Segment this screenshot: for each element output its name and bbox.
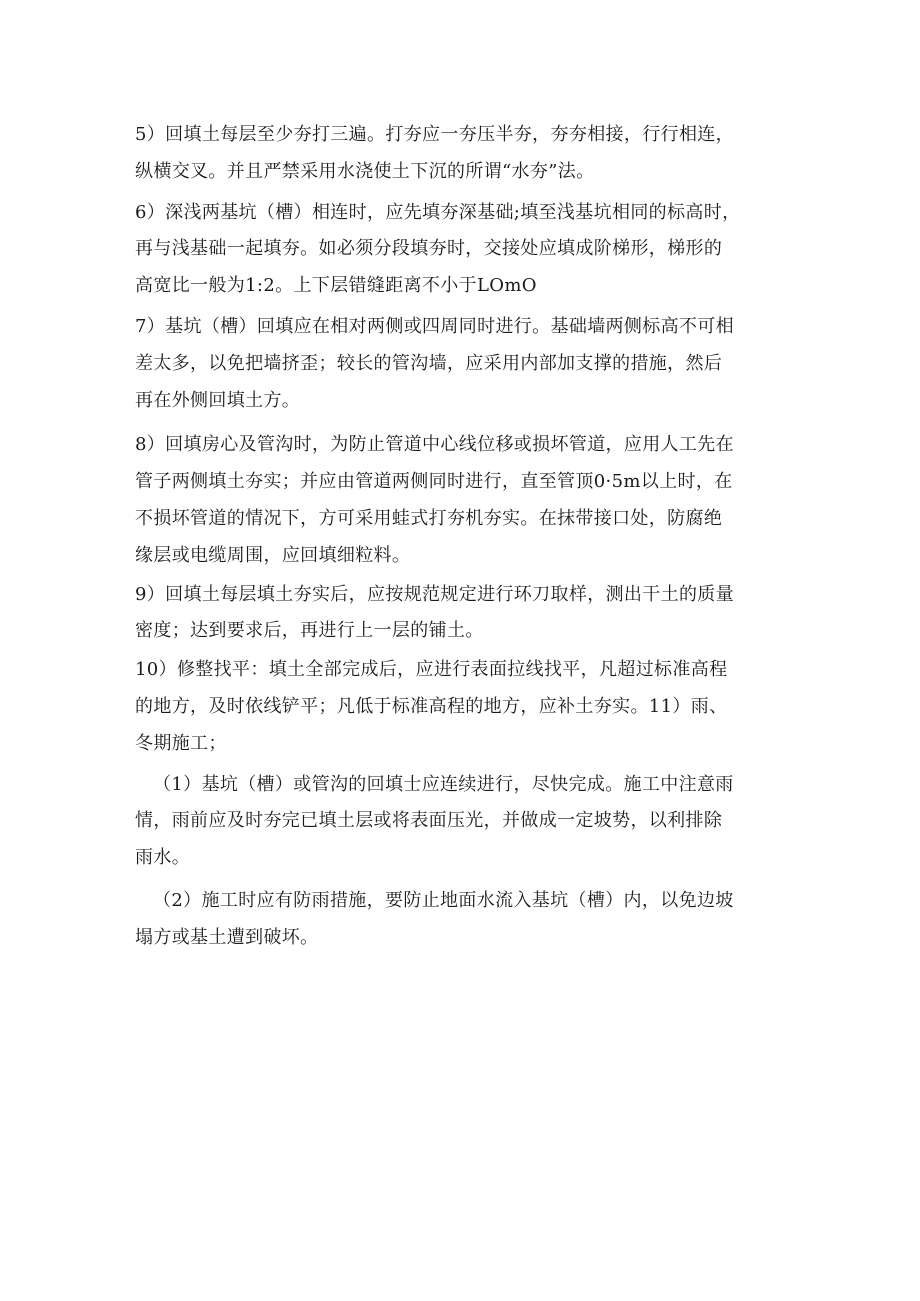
paragraph-line: 雨水。 xyxy=(135,847,191,869)
paragraph-line: 再与浅基础一起填夯。如必须分段填夯时，交接处应填成阶梯形，梯形的 xyxy=(135,238,723,260)
paragraph-line: 情，雨前应及时夯完已填土层或将表面压光，并做成一定坡势，以利排除 xyxy=(135,810,723,832)
paragraph-line: 9）回填土每层填土夯实后，应按规范规定进行环刀取样，测出干土的质量 xyxy=(135,583,734,605)
paragraph-9 xyxy=(135,577,800,651)
paragraph-line: 10）修整找平：填土全部完成后，应进行表面拉线找平，凡超过标准高程 xyxy=(135,659,728,681)
paragraph-rain-2 xyxy=(135,883,800,957)
paragraph-line: 7）基坑（槽）回填应在相对两侧或四周同时进行。基础墙两侧标高不可相 xyxy=(135,315,734,337)
paragraph-line: （2）施工时应有防雨措施，要防止地面水流入基坑（槽）内，以免边坡 xyxy=(153,889,734,911)
paragraph-line: 再在外侧回填土方。 xyxy=(135,389,301,411)
paragraph-6 xyxy=(135,195,800,305)
paragraph-line: 的地方，及时依线铲平；凡低于标准高程的地方，应补土夯实。11）雨、 xyxy=(135,695,728,717)
paragraph-line: 高宽比一般为1:2。上下层错缝距离不小于LOmO xyxy=(135,275,537,297)
paragraph-rain-1 xyxy=(135,767,800,877)
paragraph-10 xyxy=(135,652,800,762)
paragraph-7 xyxy=(135,309,800,419)
paragraph-line: 纵横交叉。并且严禁采用水浇使土下沉的所谓“水夯”法。 xyxy=(135,160,595,182)
paragraph-line: 缘层或电缆周围，应回填细粒料。 xyxy=(135,544,411,566)
paragraph-line: 差太多，以免把墙挤歪；较长的管沟墙，应采用内部加支撑的措施，然后 xyxy=(135,352,723,374)
paragraph-line: （1）基坑（槽）或管沟的回填士应连续进行，尽快完成。施工中注意雨 xyxy=(153,773,734,795)
paragraph-line: 管子两侧填土夯实；并应由管道两侧同时进行，直至管顶0·5m以上时，在 xyxy=(135,471,733,493)
paragraph-line: 6）深浅两基坑（槽）相连时，应先填夯深基础;填至浅基坑相同的标高时， xyxy=(135,201,741,223)
paragraph-line: 5）回填土每层至少夯打三遍。打夯应一夯压半夯，夯夯相接，行行相连， xyxy=(135,124,734,145)
paragraph-8 xyxy=(135,427,800,574)
document-body xyxy=(135,117,800,957)
paragraph-line: 不损坏管道的情况下，方可采用蛙式打夯机夯实。在抹带接口处，防腐绝 xyxy=(135,507,723,529)
paragraph-line: 密度；达到要求后，再进行上一层的铺土。 xyxy=(135,620,484,642)
paragraph-line: 8）回填房心及管沟时，为防止管道中心线位移或损坏管道，应用人工先在 xyxy=(135,434,734,456)
paragraph-5 xyxy=(135,117,800,191)
paragraph-line: 塌方或基土遭到破坏。 xyxy=(135,926,319,948)
paragraph-line: 冬期施工； xyxy=(135,732,227,754)
